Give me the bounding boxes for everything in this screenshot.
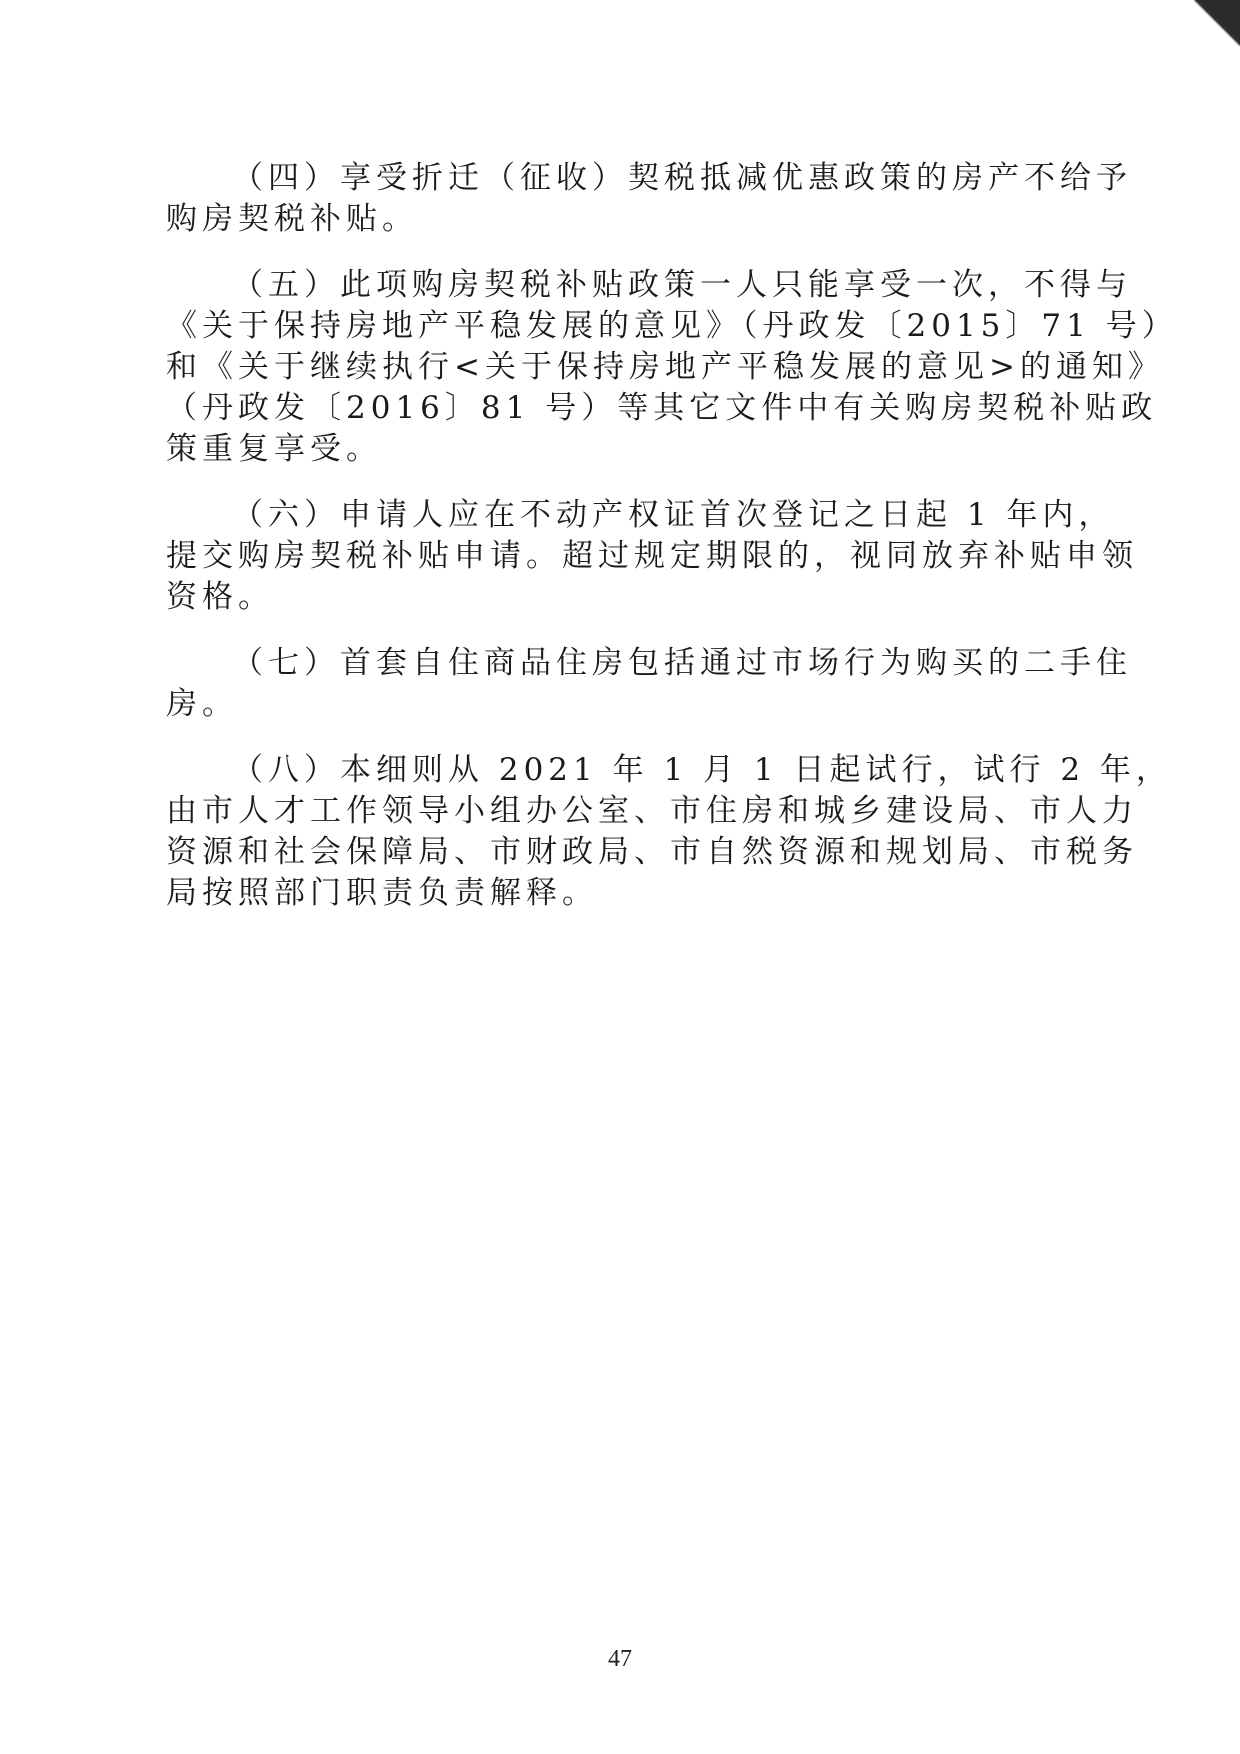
document-body <box>166 158 1178 939</box>
text-line: 提交购房契税补贴申请。超过规定期限的，视同放弃补贴申领 <box>166 538 1138 574</box>
text-line: 《关于保持房地产平稳发展的意见》（丹政发〔2015〕71 号） <box>166 308 1178 344</box>
text-line: 房。 <box>166 686 238 722</box>
paragraph-4 <box>166 158 1132 240</box>
text-line: 策重复享受。 <box>166 431 382 467</box>
page-number: 47 <box>608 1646 632 1672</box>
text-line: 局按照部门职责负责解释。 <box>166 875 598 911</box>
text-line: （六）申请人应在不动产权证首次登记之日起 1 年内， <box>232 497 1115 533</box>
text-line: 资格。 <box>166 579 274 615</box>
paragraph-7 <box>166 643 1132 725</box>
text-line: （八）本细则从 2021 年 1 月 1 日起试行，试行 2 年， <box>232 752 1172 788</box>
scan-corner-shadow <box>1194 0 1240 46</box>
paragraph-5 <box>166 265 1178 470</box>
text-line: 购房契税补贴。 <box>166 201 418 237</box>
paragraph-6 <box>166 495 1138 618</box>
paragraph-8 <box>166 750 1172 914</box>
text-line: （丹政发〔2016〕81 号）等其它文件中有关购房契税补贴政 <box>166 390 1158 426</box>
text-line: 由市人才工作领导小组办公室、市住房和城乡建设局、市人力 <box>166 793 1138 829</box>
text-line: （七）首套自住商品住房包括通过市场行为购买的二手住 <box>232 645 1132 681</box>
text-line: （五）此项购房契税补贴政策一人只能享受一次，不得与 <box>232 267 1132 303</box>
text-line: 和《关于继续执行<关于保持房地产平稳发展的意见>的通知》 <box>166 349 1164 385</box>
text-line: （四）享受折迁（征收）契税抵减优惠政策的房产不给予 <box>232 160 1132 196</box>
text-line: 资源和社会保障局、市财政局、市自然资源和规划局、市税务 <box>166 834 1138 870</box>
